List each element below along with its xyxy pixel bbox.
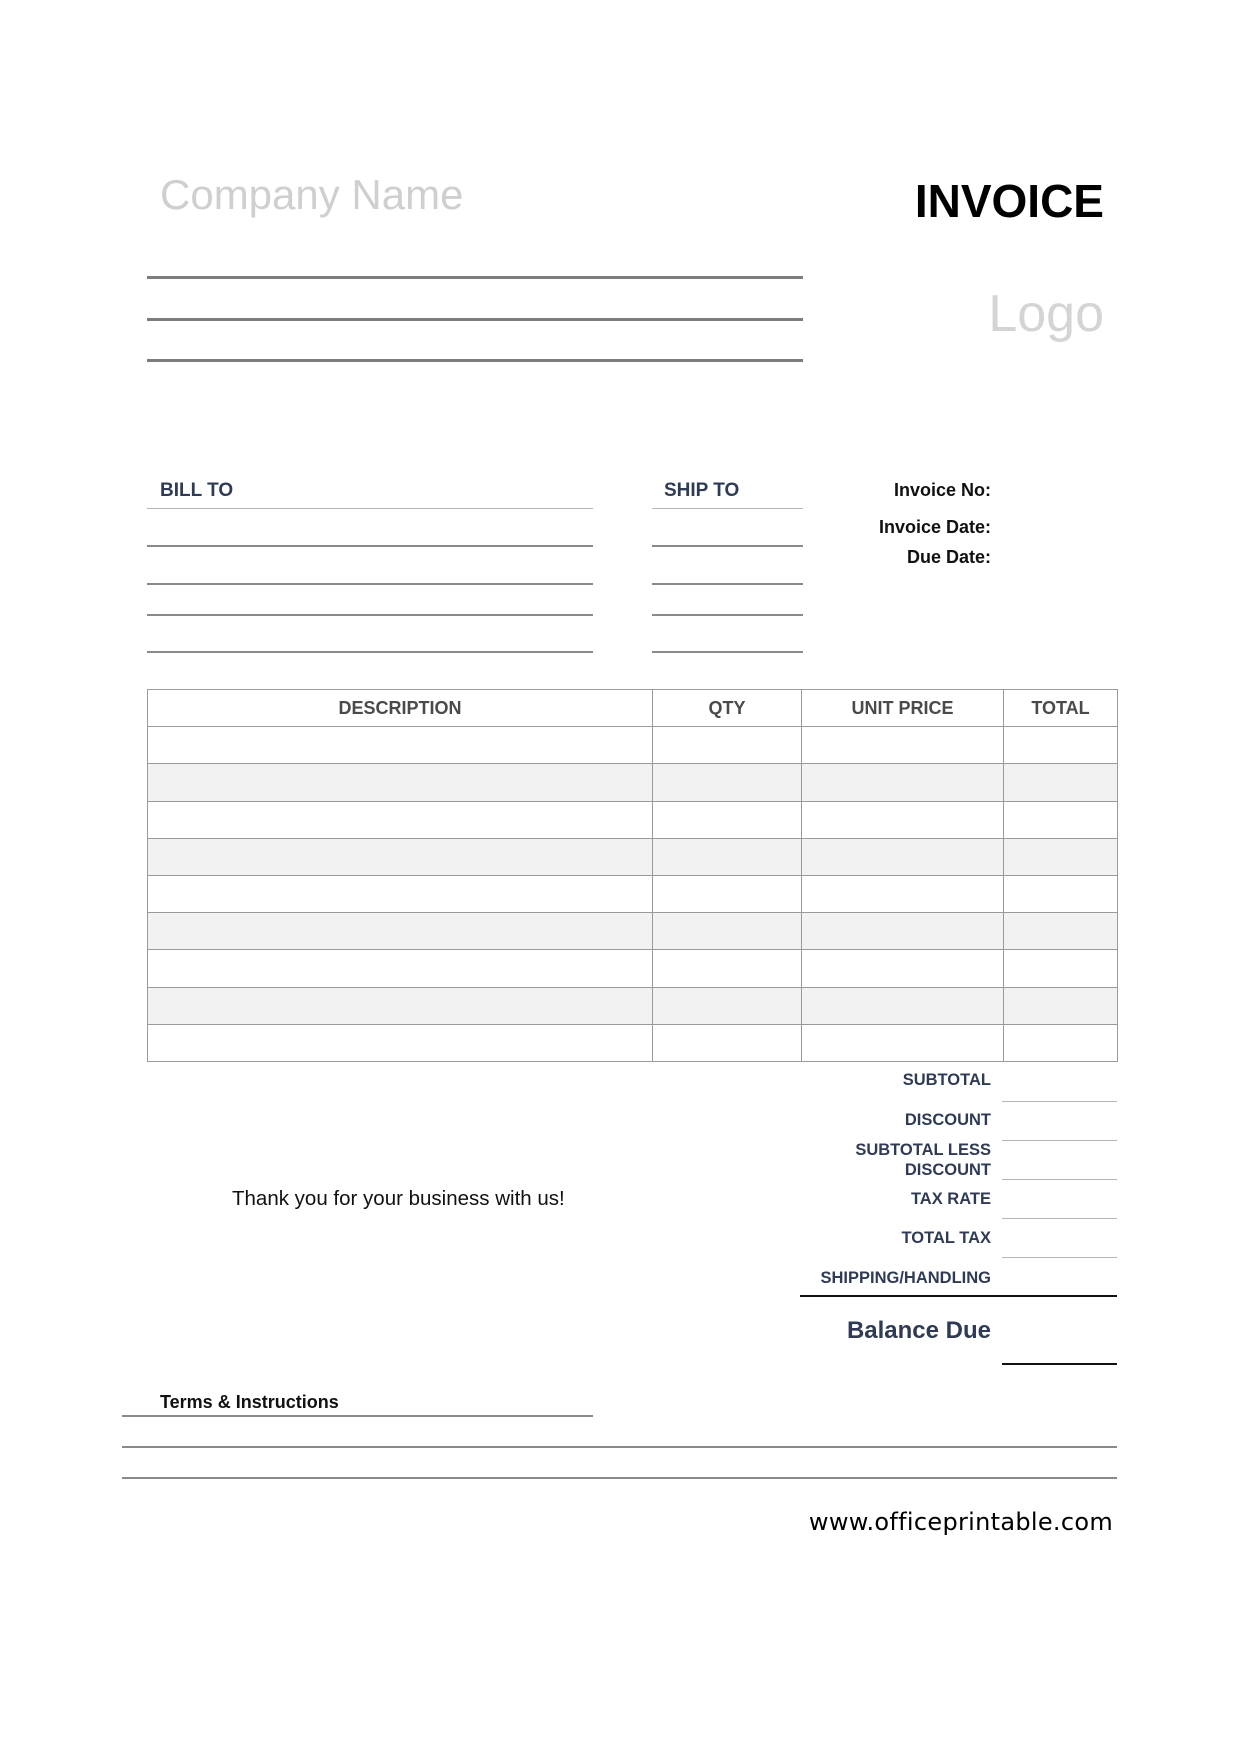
due-date-label: Due Date:	[906, 547, 991, 567]
table-row	[148, 875, 1118, 912]
subtotal-less-discount-label	[731, 1140, 991, 1180]
total-cell[interactable]	[1004, 801, 1118, 838]
total-cell[interactable]	[1004, 838, 1118, 875]
total-cell[interactable]	[1004, 1024, 1118, 1061]
unit-price-cell[interactable]	[802, 913, 1004, 950]
total-cell[interactable]	[1004, 950, 1118, 987]
total-tax-label: TOTAL TAX	[901, 1229, 991, 1247]
terms-line	[122, 1477, 1117, 1479]
company-address-line	[147, 276, 803, 279]
unit-price-cell[interactable]	[802, 764, 1004, 801]
unit-price-cell[interactable]	[802, 727, 1004, 764]
ship-to-line	[652, 651, 803, 653]
invoice-date-label: Invoice Date:	[878, 517, 991, 537]
subtotal-label: SUBTOTAL	[902, 1071, 991, 1089]
table-row	[148, 838, 1118, 875]
unit-price-cell[interactable]	[802, 950, 1004, 987]
column-header-total: TOTAL	[1004, 690, 1118, 727]
description-cell[interactable]	[148, 913, 653, 950]
total-cell[interactable]	[1004, 913, 1118, 950]
description-cell[interactable]	[148, 838, 653, 875]
balance-due-value-line[interactable]	[1002, 1363, 1117, 1365]
website-url[interactable]: www.officeprintable.com	[808, 1508, 1113, 1536]
description-cell[interactable]	[148, 987, 653, 1024]
description-cell[interactable]	[148, 875, 653, 912]
ship-to-line	[652, 614, 803, 616]
subtotal-less-label-line2: DISCOUNT	[904, 1161, 991, 1180]
qty-cell[interactable]	[653, 764, 802, 801]
qty-cell[interactable]	[653, 1024, 802, 1061]
tax-rate-value-line[interactable]	[1002, 1218, 1117, 1219]
description-cell[interactable]	[148, 1024, 653, 1061]
terms-line	[122, 1415, 593, 1417]
subtotal-less-discount-value-line[interactable]	[1002, 1179, 1117, 1180]
description-cell[interactable]	[148, 727, 653, 764]
terms-label: Terms & Instructions	[160, 1392, 339, 1412]
ship-to-line	[652, 508, 803, 509]
invoice-title: INVOICE	[914, 175, 1104, 227]
qty-cell[interactable]	[653, 875, 802, 912]
tax-rate-label: TAX RATE	[910, 1190, 991, 1208]
description-cell[interactable]	[148, 764, 653, 801]
qty-cell[interactable]	[653, 987, 802, 1024]
total-cell[interactable]	[1004, 875, 1118, 912]
bill-to-label: BILL TO	[160, 480, 234, 501]
column-header-unit-price: UNIT PRICE	[802, 690, 1004, 727]
company-address-line	[147, 359, 803, 362]
bill-to-line	[147, 651, 593, 653]
table-row	[148, 727, 1118, 764]
company-name: Company Name	[160, 171, 464, 218]
column-header-description: DESCRIPTION	[148, 690, 653, 727]
total-tax-value-line[interactable]	[1002, 1257, 1117, 1258]
logo-placeholder: Logo	[988, 285, 1104, 343]
table-row	[148, 950, 1118, 987]
qty-cell[interactable]	[653, 727, 802, 764]
bill-to-line	[147, 508, 593, 509]
subtotal-less-label-line1: SUBTOTAL LESS	[855, 1141, 991, 1159]
shipping-handling-label: SHIPPING/HANDLING	[820, 1269, 991, 1287]
items-table	[147, 689, 1118, 1062]
description-cell[interactable]	[148, 950, 653, 987]
discount-label: DISCOUNT	[904, 1111, 991, 1129]
bill-to-line	[147, 545, 593, 547]
discount-value-line[interactable]	[1002, 1140, 1117, 1141]
total-cell[interactable]	[1004, 764, 1118, 801]
table-row	[148, 987, 1118, 1024]
invoice-no-label: Invoice No:	[893, 480, 991, 500]
table-row	[148, 764, 1118, 801]
bill-to-line	[147, 583, 593, 585]
unit-price-cell[interactable]	[802, 801, 1004, 838]
terms-line	[122, 1446, 1117, 1448]
unit-price-cell[interactable]	[802, 1024, 1004, 1061]
unit-price-cell[interactable]	[802, 838, 1004, 875]
ship-to-line	[652, 583, 803, 585]
thank-you-note: Thank you for your business with us!	[232, 1187, 565, 1210]
bill-to-line	[147, 614, 593, 616]
qty-cell[interactable]	[653, 950, 802, 987]
column-header-qty: QTY	[653, 690, 802, 727]
unit-price-cell[interactable]	[802, 987, 1004, 1024]
company-address-line	[147, 318, 803, 321]
table-row	[148, 801, 1118, 838]
balance-due-label: Balance Due	[846, 1317, 991, 1344]
subtotal-value-line[interactable]	[1002, 1101, 1117, 1102]
qty-cell[interactable]	[653, 801, 802, 838]
ship-to-line	[652, 545, 803, 547]
ship-to-label: SHIP TO	[664, 480, 740, 501]
qty-cell[interactable]	[653, 838, 802, 875]
table-header-row	[148, 690, 1118, 727]
total-cell[interactable]	[1004, 727, 1118, 764]
summary-divider	[800, 1295, 1117, 1297]
table-row	[148, 913, 1118, 950]
qty-cell[interactable]	[653, 913, 802, 950]
total-cell[interactable]	[1004, 987, 1118, 1024]
unit-price-cell[interactable]	[802, 875, 1004, 912]
description-cell[interactable]	[148, 801, 653, 838]
table-row	[148, 1024, 1118, 1061]
